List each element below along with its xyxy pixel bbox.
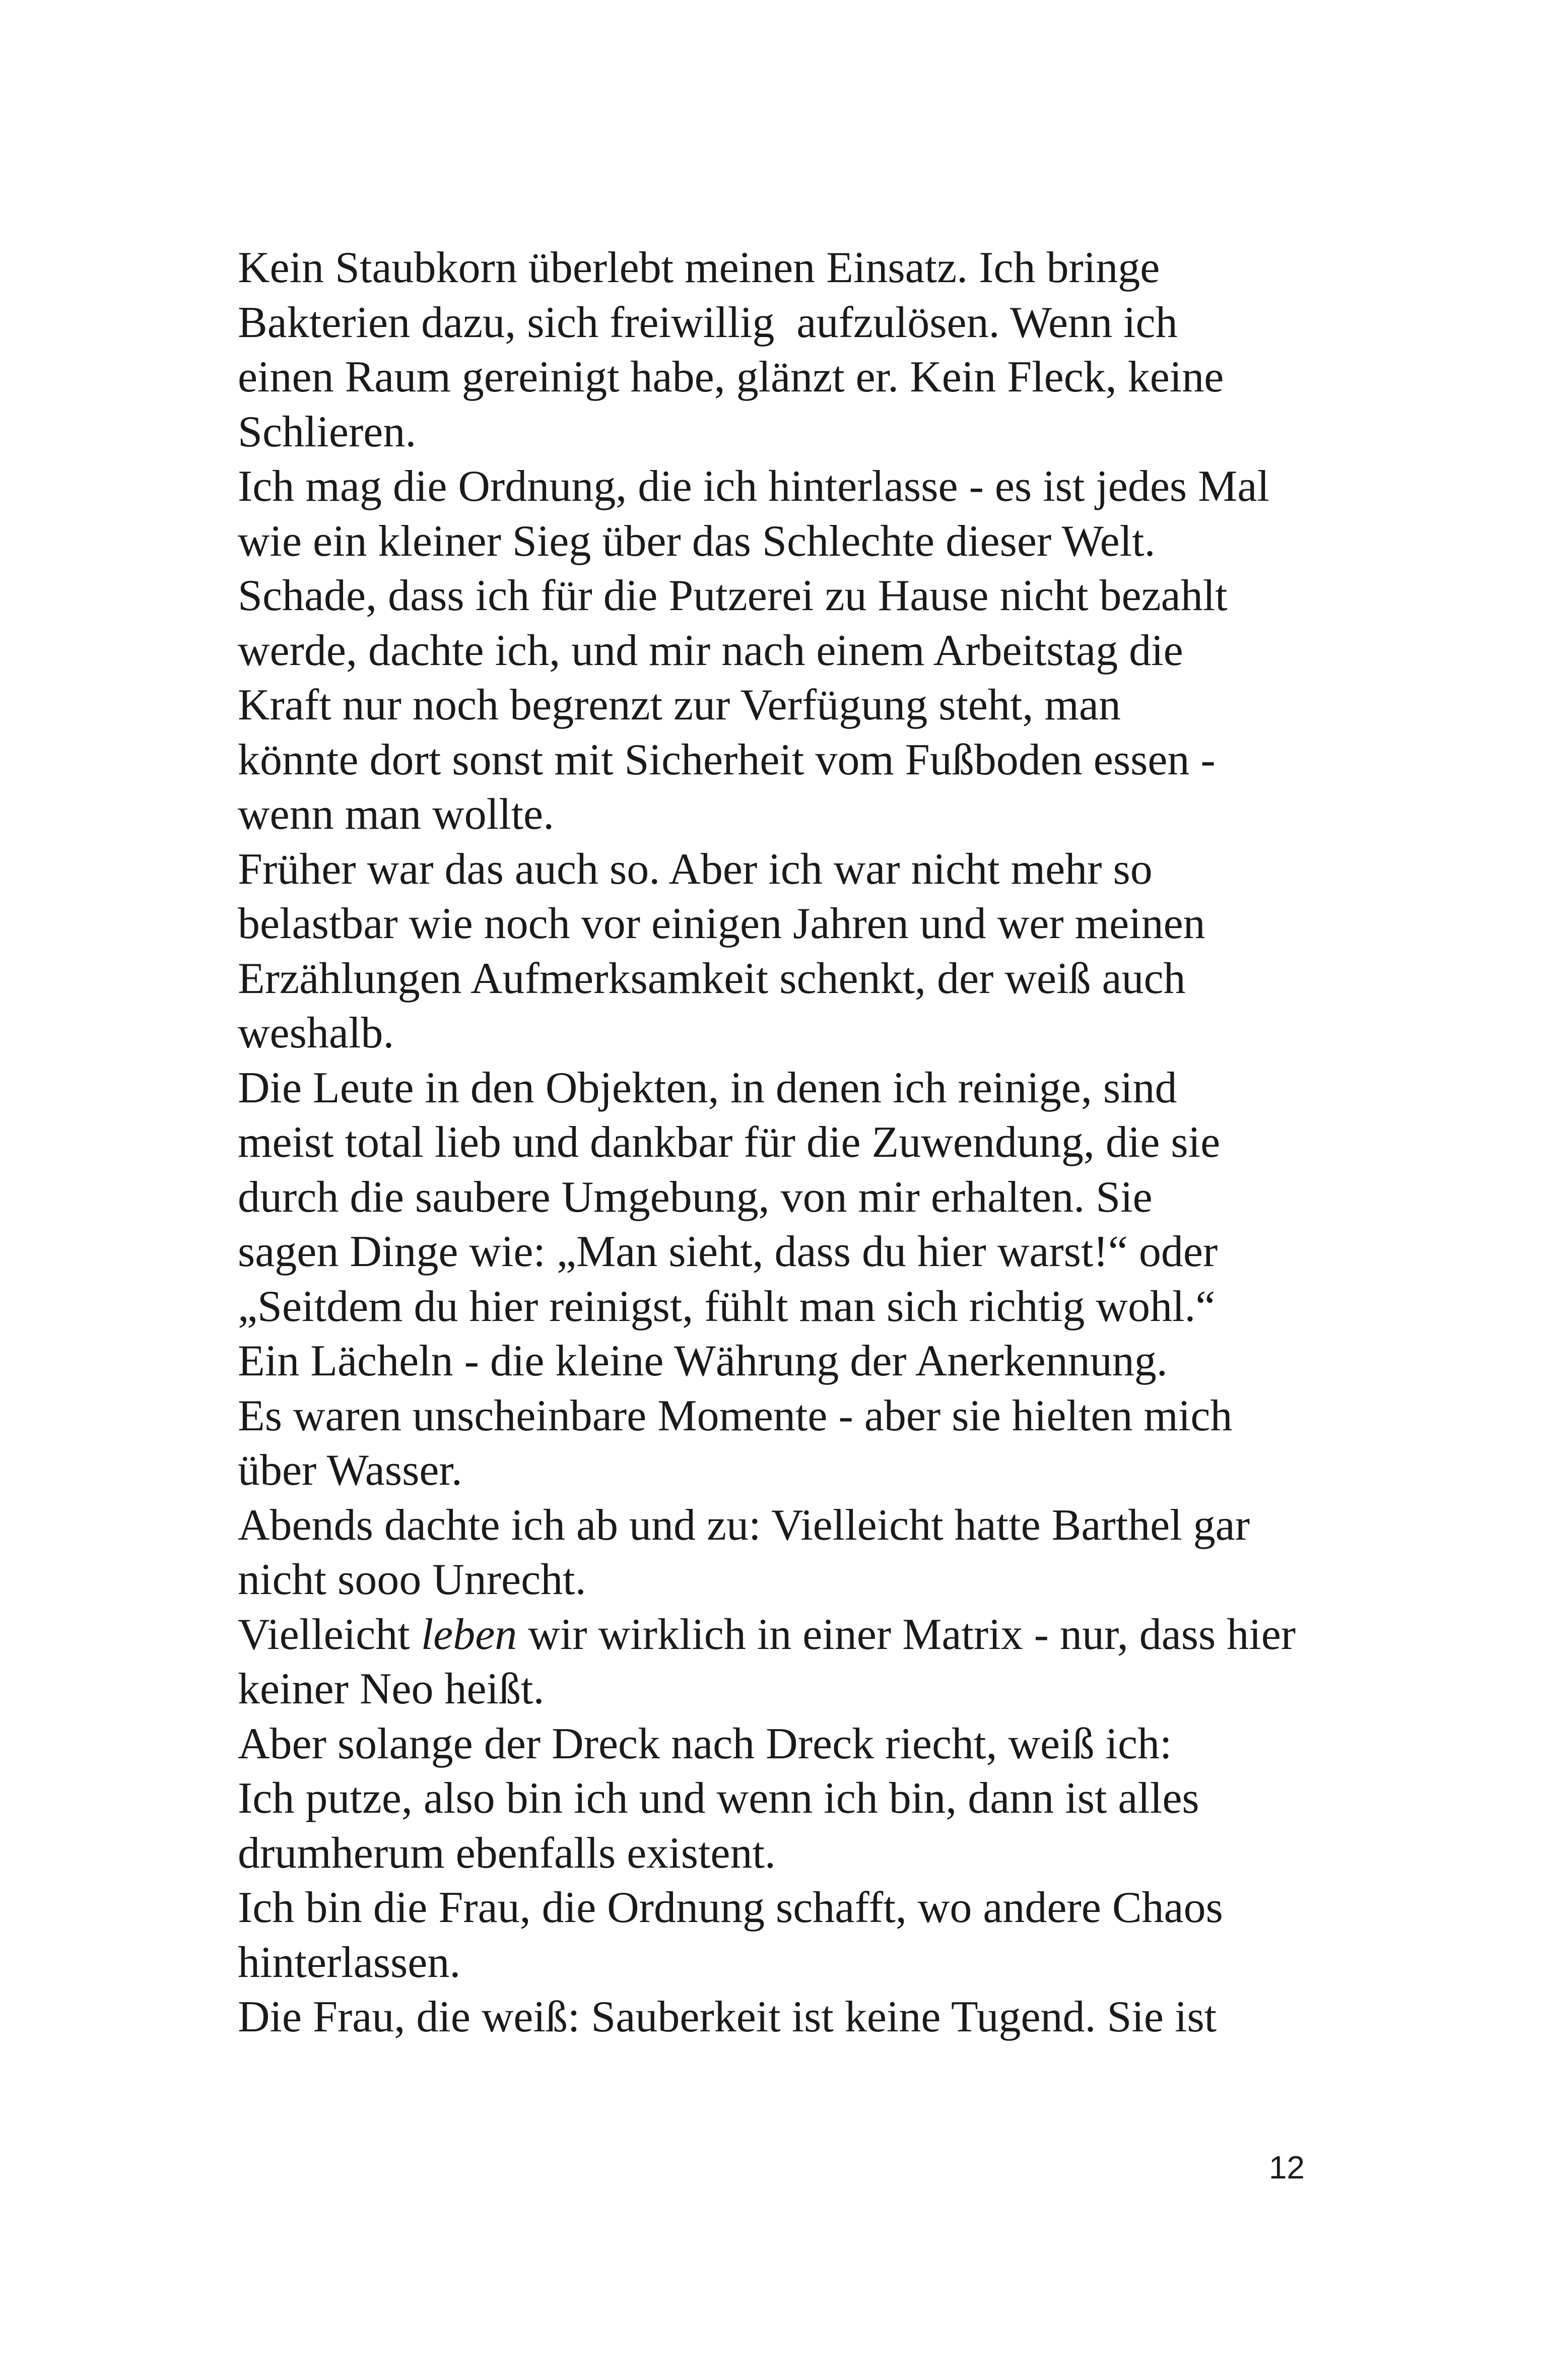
text-line: Schlieren. <box>238 407 417 456</box>
text-line: Ich mag die Ordnung, die ich hinterlasse - es ist jedes Mal <box>238 462 1269 511</box>
text-line: Die Frau, die weiß: Sauberkeit ist keine Tugend. Sie ist <box>238 1993 1217 2041</box>
text-line: Kraft nur noch begrenzt zur Verfügung steht, man <box>238 681 1121 730</box>
text-line: werde, dachte ich, und mir nach einem Arbeitstag die <box>238 626 1183 675</box>
text-line: Schade, dass ich für die Putzerei zu Hause nicht bezahlt <box>238 571 1228 620</box>
page-number: 12 <box>1268 2149 1305 2186</box>
text-line: Aber solange der Dreck nach Dreck riecht, weiß ich: <box>238 1719 1172 1768</box>
text-line: keiner Neo heißt. <box>238 1665 545 1713</box>
text-line: Ich bin die Frau, die Ordnung schafft, wo andere Chaos <box>238 1883 1223 1932</box>
text-line: Früher war das auch so. Aber ich war nicht mehr so <box>238 844 1153 894</box>
text-line: wenn man wollte. <box>238 790 555 839</box>
text-line: Ich putze, also bin ich und wenn ich bin, dann ist alles <box>238 1774 1199 1823</box>
text-line: Die Leute in den Objekten, in denen ich reinige, sind <box>238 1063 1177 1112</box>
text-line: hinterlassen. <box>238 1938 461 1987</box>
text-line: drumherum ebenfalls existent. <box>238 1828 776 1878</box>
italic-word: leben <box>421 1610 517 1659</box>
text-line: belastbar wie noch vor einigen Jahren und wer meinen <box>238 899 1205 948</box>
text-line: wie ein kleiner Sieg über das Schlechte dieser Welt. <box>238 516 1156 566</box>
text-line: könnte dort sonst mit Sicherheit vom Fußboden essen - <box>238 735 1216 784</box>
text-line: Bakterien dazu, sich freiwillig aufzulösen. Wenn ich <box>238 298 1178 347</box>
text-line: Kein Staubkorn überlebt meinen Einsatz. Ich bringe <box>238 243 1160 292</box>
text-line: Erzählungen Aufmerksamkeit schenkt, der weiß auch <box>238 954 1186 1003</box>
text-line-with-italic <box>238 1608 1326 1663</box>
text-line: sagen Dinge wie: „Man sieht, dass du hier warst!“ oder <box>238 1227 1218 1276</box>
text-span: wir wirklich in einer Matrix - nur, dass hier <box>517 1610 1296 1659</box>
text-line: einen Raum gereinigt habe, glänzt er. Kein Fleck, keine <box>238 353 1224 402</box>
text-line: meist total lieb und dankbar für die Zuwendung, die sie <box>238 1118 1221 1167</box>
text-line: Es waren unscheinbare Momente - aber sie hielten mich <box>238 1391 1233 1440</box>
text-line: Ein Lächeln - die kleine Währung der Anerkennung. <box>238 1337 1168 1385</box>
text-line: „Seitdem du hier reinigst, fühlt man sich richtig wohl.“ <box>238 1282 1216 1331</box>
body-text <box>238 241 1326 2045</box>
text-line: weshalb. <box>238 1009 394 1057</box>
text-line: durch die saubere Umgebung, von mir erhalten. Sie <box>238 1172 1153 1222</box>
text-line: Abends dachte ich ab und zu: Vielleicht hatte Barthel gar <box>238 1500 1250 1550</box>
text-line: über Wasser. <box>238 1446 462 1495</box>
text-span: Vielleicht <box>238 1610 421 1659</box>
text-line: nicht sooo Unrecht. <box>238 1555 586 1604</box>
